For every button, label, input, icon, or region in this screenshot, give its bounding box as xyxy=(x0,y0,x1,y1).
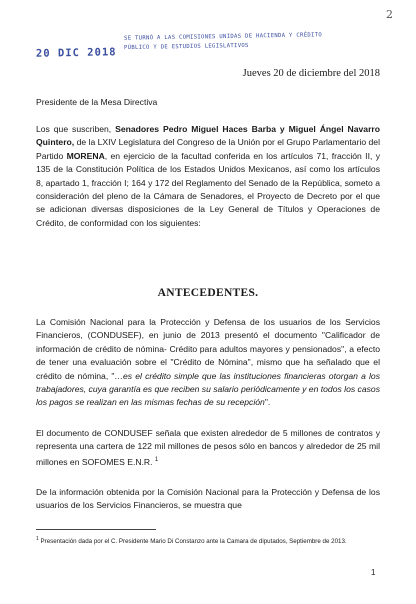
party-name: MORENA xyxy=(66,150,105,161)
condusef-text-b: ". xyxy=(264,397,271,408)
section-heading: ANTECEDENTES. xyxy=(157,287,259,299)
footnote-reference: 1 xyxy=(154,456,159,463)
handwritten-page-mark: 2 xyxy=(386,8,393,21)
credit-definition-quote: …es el crédito simple que las instituciones financieras otorgan a los trabajadores, cuya garantía es que reciben su salario periódicamente y en todos los casos los pagos se realizan en las mismas fechas de su recepción xyxy=(36,370,381,408)
footnote-text: Presentación dada por el C. Presidente Mario Di Constanzo ante la Camara de diputados, Septiembre de 2013. xyxy=(38,538,347,546)
intro-text-c: , en ejercicio de la facultad conferida en los artículos 71, fracción II, y 135 de la Constitución Política de los Estados Unidos Mexicanos, así como los artículos 8, apartado 1, fracción I; 164 y 172 del Reglamento del Senado de la República, someto a consideración del pleno de la Cámara de Senadores, el Proyecto de Decreto por el que se adicionan diversas disposiciones de la Ley General de Títulos y Operaciones de Crédito, de conformidad con los siguientes: xyxy=(36,150,380,228)
condusef-text-a: La Comisión Nacional para la Protección y Defensa de los usuarios de los Servicios Financieros, (CONDUSEF), en junio de 2013 presentó el documento "Calificador de información de crédito de nómina- Crédito para adultos mayores y pensionados", a efecto de tener una evaluación sobre el "Crédito de Nómina", mismo que ha señalado que el crédito de nómina, " xyxy=(36,317,380,381)
intro-text-a: Los que suscriben, xyxy=(36,124,116,134)
information-paragraph: De la información obtenida por la Comisión Nacional para la Protección y Defensa de los usuarios de los Servicios Financieros, se muestra que xyxy=(36,487,380,511)
footnote-number: 1 xyxy=(36,536,39,542)
date-line: Jueves 20 de diciembre del 2018 xyxy=(242,68,380,79)
intro-paragraph xyxy=(36,123,380,230)
footnote-divider xyxy=(36,529,156,530)
page-number: 1 xyxy=(371,568,376,577)
senators-names: Senadores Pedro Miguel Haces Barba y Miguel Ángel Navarro Quintero, xyxy=(36,124,381,148)
date-stamp: 20 DIC 2018 xyxy=(35,46,117,60)
addressee: Presidente de la Mesa Directiva xyxy=(36,97,158,107)
contracts-text: El documento de CONDUSEF señala que existen alrededor de 5 millones de contratos y representa una cartera de 122 mil millones de pesos sólo en bancos y alrededor de 25 mil millones en SOFOMES E.N.R. xyxy=(36,428,380,467)
contracts-paragraph xyxy=(36,427,380,469)
intro-text-b: de la LXIV Legislatura del Congreso de la Unión por el Grupo Parlamentario del Partido xyxy=(36,137,380,161)
handwritten-note-line-2: PÚBLICO Y DE ESTUDIOS LEGISLATIVOS xyxy=(123,42,249,52)
condusef-paragraph xyxy=(36,316,380,410)
footnote xyxy=(36,535,366,546)
handwritten-note-line-1: SE TURNÓ A LAS COMISIONES UNIDAS DE HACIENDA Y CRÉDITO xyxy=(123,32,323,42)
